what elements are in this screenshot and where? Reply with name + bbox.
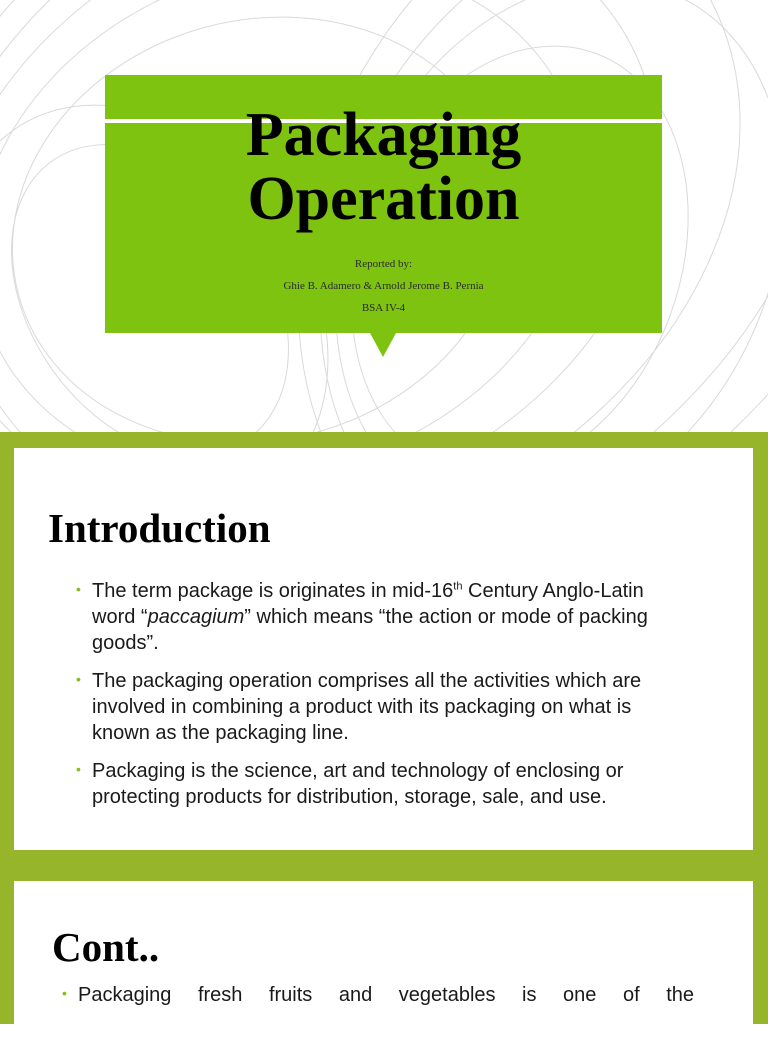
introduction-bullet-list bbox=[76, 578, 692, 822]
introduction-slide bbox=[0, 432, 768, 864]
bullet-dot-icon: • bbox=[76, 761, 81, 777]
slide-title bbox=[105, 103, 662, 231]
list-item bbox=[62, 982, 694, 1008]
cont-slide bbox=[0, 864, 768, 1024]
introduction-heading: Introduction bbox=[48, 505, 271, 551]
bullet-text: Packaging is the science, art and technology of enclosing or protecting products for distribution, storage, sale, and use. bbox=[92, 760, 624, 808]
title-box bbox=[105, 75, 662, 333]
bullet-dot-icon: • bbox=[76, 671, 81, 687]
introduction-card bbox=[14, 448, 753, 850]
cont-card bbox=[14, 881, 753, 1041]
reported-by-label: Reported by: bbox=[354, 258, 413, 270]
section-text: BSA IV-4 bbox=[361, 302, 406, 314]
title-line-1: Packaging bbox=[245, 101, 522, 169]
title-slide bbox=[0, 0, 768, 432]
bullet-text: Packaging fresh fruits and vegetables is one of the bbox=[78, 984, 694, 1006]
bullet-text-part: Century Anglo-Latin word “ bbox=[92, 580, 644, 628]
bullet-text: The packaging operation comprises all the activities which are involved in combining a product with its packaging on what is known as the packaging line. bbox=[92, 670, 642, 744]
bullet-dot-icon: • bbox=[76, 581, 81, 597]
title-line-2: Operation bbox=[247, 165, 520, 233]
bullet-dot-icon: • bbox=[62, 985, 67, 1001]
superscript-text: th bbox=[453, 580, 463, 593]
triangle-pointer-icon bbox=[370, 333, 396, 357]
slide-subtitle bbox=[105, 253, 662, 319]
cont-heading: Cont.. bbox=[52, 924, 160, 970]
authors-text: Ghie B. Adamero & Arnold Jerome B. Pernia bbox=[283, 280, 484, 292]
bullet-text-part: ” which means “the action or mode of packing goods”. bbox=[92, 606, 648, 654]
list-item bbox=[76, 758, 692, 810]
list-item bbox=[76, 668, 692, 746]
bullet-text-part: The term package is originates in mid-16 bbox=[92, 580, 454, 602]
italic-term: paccagium bbox=[147, 606, 245, 628]
list-item bbox=[76, 578, 692, 656]
